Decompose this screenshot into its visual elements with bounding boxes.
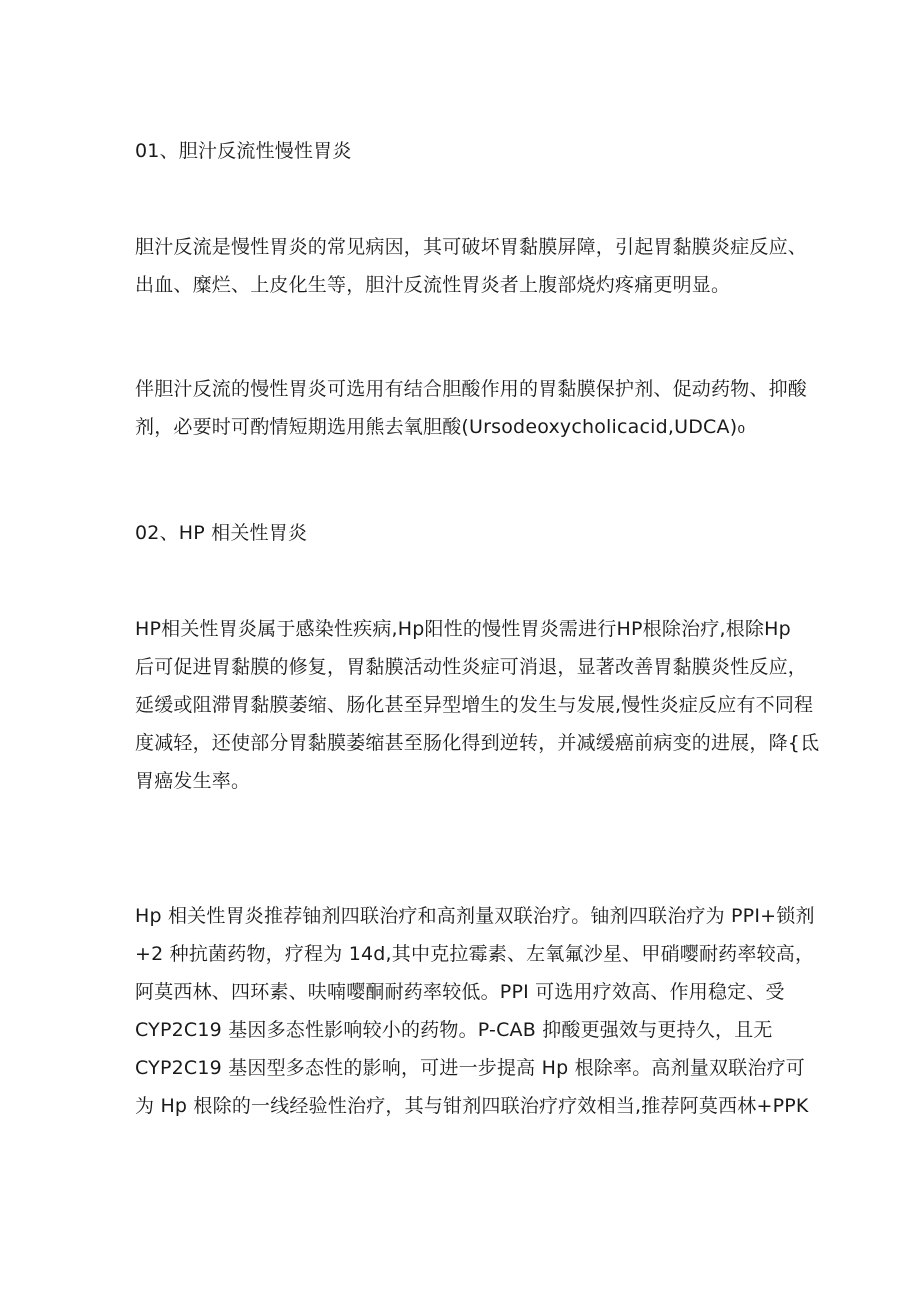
paragraph-line: 阿莫西林、四环素、呋喃嘤酮耐药率较低。PPI 可选用疗效高、作用稳定、受 <box>135 981 785 1003</box>
paragraph-line: Hp 相关性胃炎推荐铀剂四联治疗和高剂量双联治疗。铀剂四联治疗为 PPI+锁剂 <box>135 905 815 927</box>
paragraph-line: 为 Hp 根除的一线经验性治疗，其与钳剂四联治疗疗效相当,推荐阿莫西林+PPK <box>135 1095 809 1117</box>
paragraph-line: HP相关性胃炎属于感染性疾病,Hp阳性的慢性胃炎需进行HP根除治疗,根除Hp <box>135 618 791 640</box>
paragraph-line: +2 种抗菌药物，疗程为 14d,其中克拉霉素、左氧氟沙星、甲硝嘤耐药率较高， <box>135 943 815 965</box>
section-heading <box>135 514 795 552</box>
paragraph <box>135 610 820 800</box>
paragraph <box>135 370 808 446</box>
heading-text: 02、HP 相关性胃炎 <box>135 522 308 544</box>
paragraph-line: CYP2C19 基因多态性影响较小的药物。P-CAB 抑酸更强效与更持久，且无 <box>135 1019 773 1041</box>
paragraph-line: 度减轻，还使部分胃黏膜萎缩甚至肠化得到逆转，并减缓癌前病变的进展，降{氐 <box>135 732 820 754</box>
paragraph-line: 后可促进胃黏膜的修复，胃黏膜活动性炎症可消退，显著改善胃黏膜炎性反应， <box>135 656 808 678</box>
paragraph <box>135 897 815 1125</box>
paragraph-line: 胆汁反流是慢性胃炎的常见病因，其可破坏胃黏膜屏障，引起胃黏膜炎症反应、 <box>135 236 808 258</box>
paragraph <box>135 228 808 304</box>
paragraph-line: 剂，必要时可酌情短期选用熊去氧胆酸(Ursodeoxycholicacid,UDCA)₀ <box>135 416 746 438</box>
paragraph-line: CYP2C19 基因型多态性的影响，可进一步提高 Hp 根除率。高剂量双联治疗可 <box>135 1057 805 1079</box>
heading-text: 01、胆汁反流性慢性胃炎 <box>135 140 352 162</box>
section-heading <box>135 132 795 170</box>
paragraph-line: 伴胆汁反流的慢性胃炎可选用有结合胆酸作用的胃黏膜保护剂、促动药物、抑酸 <box>135 378 808 400</box>
paragraph-line: 延缓或阻滞胃黏膜萎缩、肠化甚至异型增生的发生与发展,慢性炎症反应有不同程 <box>135 694 814 716</box>
paragraph-line: 出血、糜烂、上皮化生等，胆汁反流性胃炎者上腹部烧灼疼痛更明显。 <box>135 274 731 296</box>
paragraph-line: 胃癌发生率。 <box>135 770 251 792</box>
